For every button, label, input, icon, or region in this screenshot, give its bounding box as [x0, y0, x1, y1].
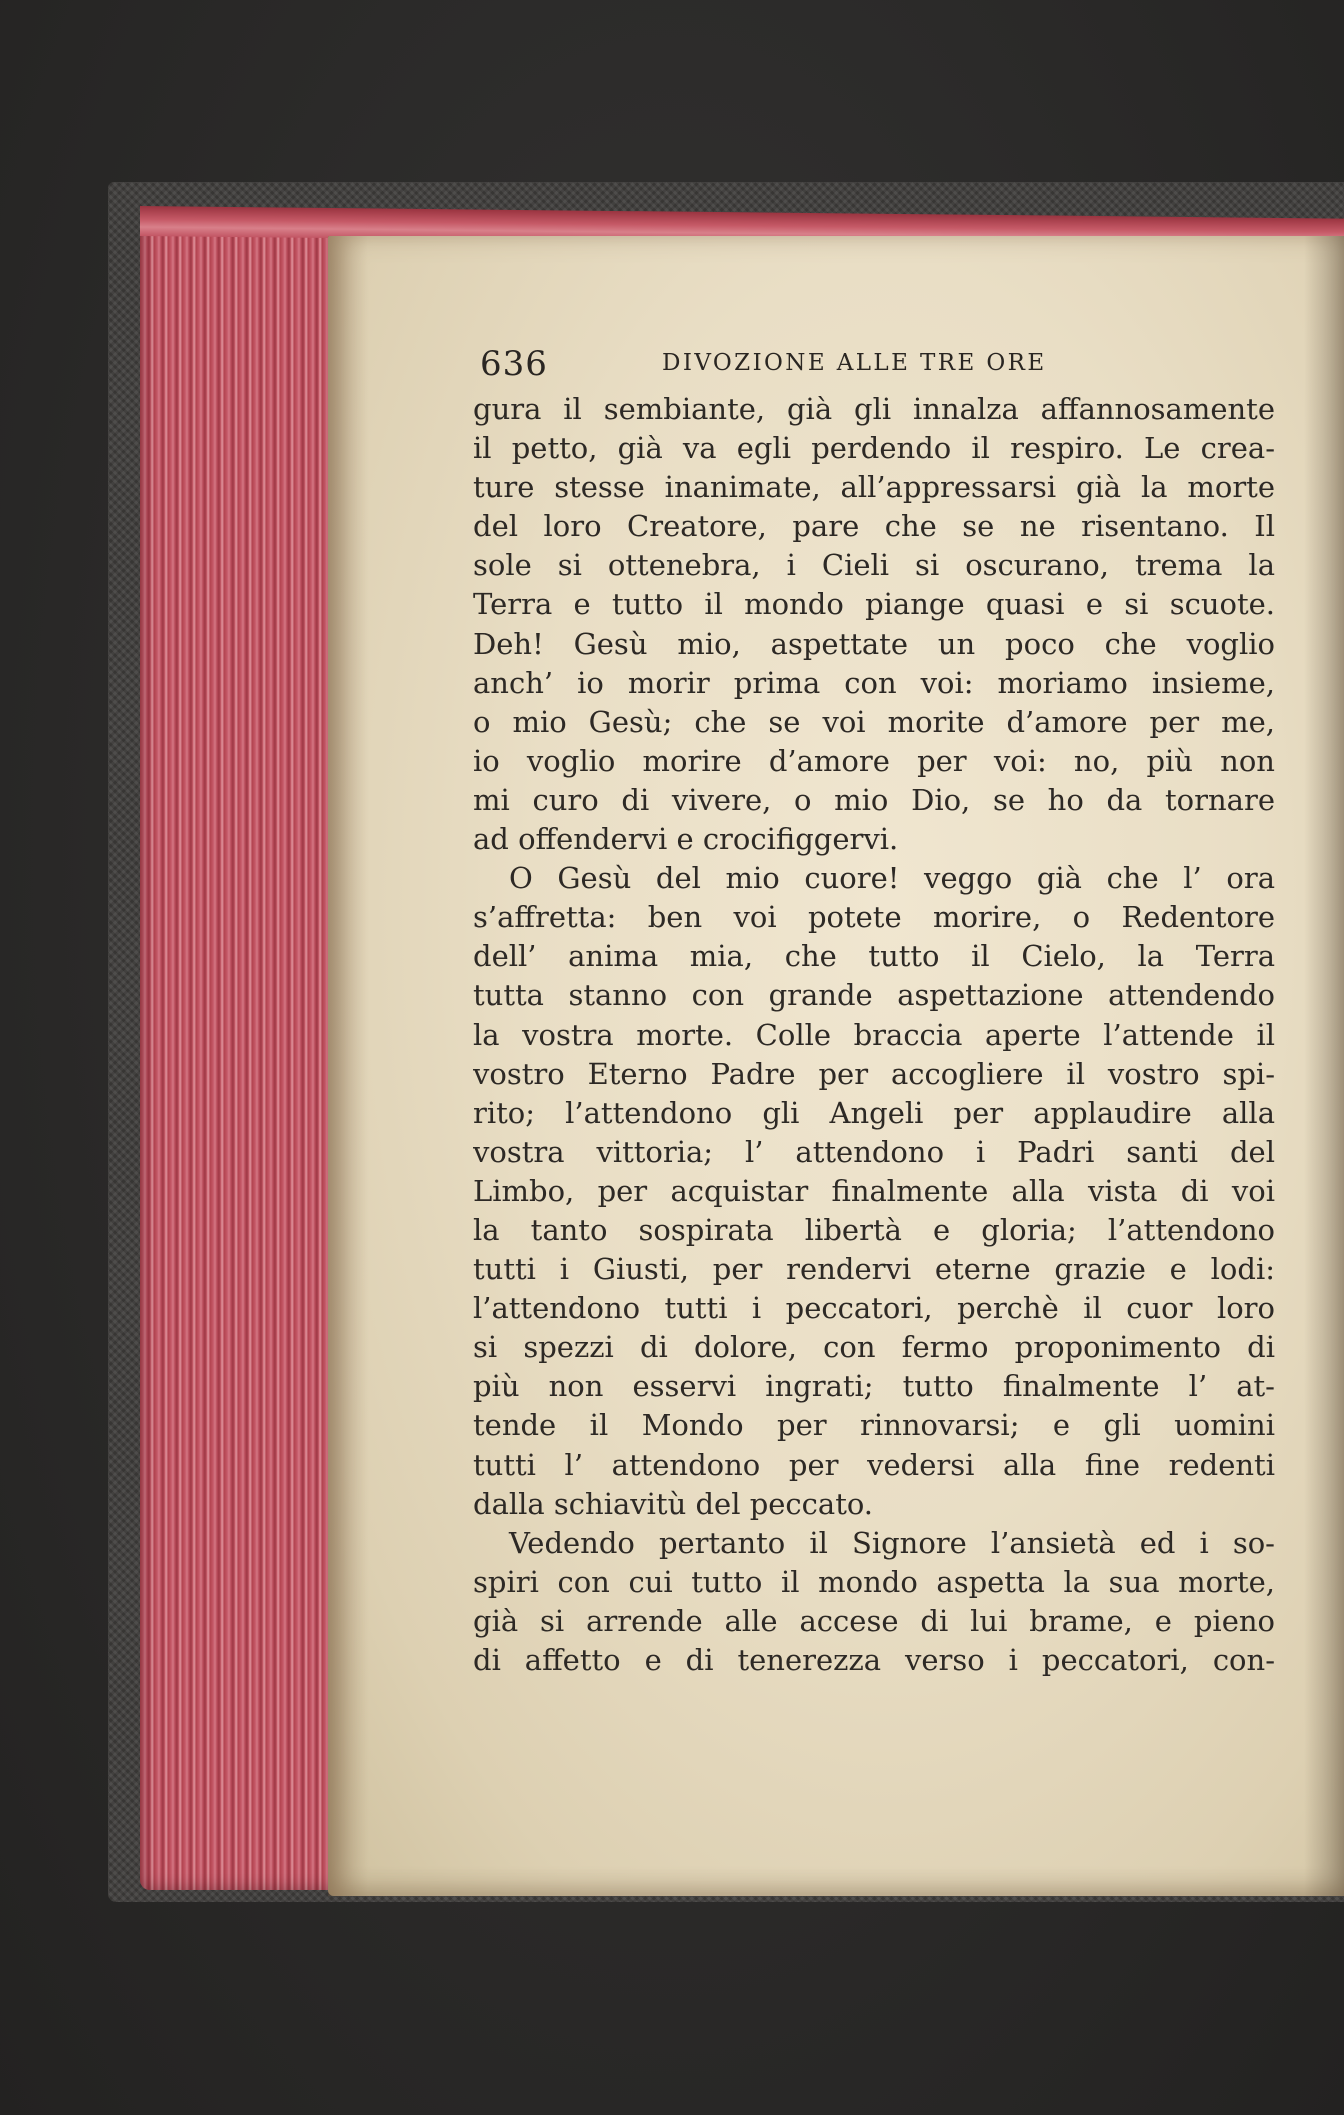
text-line: sole si ottenebra, i Cieli si oscurano, trema la: [473, 548, 1275, 583]
text-line: ad offendervi e crocifiggervi.: [473, 822, 899, 857]
text-line: l’attendono tutti i peccatori, perchè il cuor loro: [473, 1291, 1275, 1326]
text-line: tutti i Giusti, per rendervi eterne grazie e lodi:: [473, 1252, 1275, 1287]
text-line: tutti l’ attendono per vedersi alla fine redenti: [473, 1447, 1275, 1482]
text-line: io voglio morire d’amore per voi: no, più non: [473, 743, 1275, 778]
text-line: dell’ anima mia, che tutto il Cielo, la Terra: [473, 939, 1275, 974]
text-line: anch’ io morir prima con voi: moriamo insieme,: [473, 665, 1275, 700]
text-line: O Gesù del mio cuore! veggo già che l’ ora: [509, 861, 1275, 896]
text-line: spiri con cui tutto il mondo aspetta la sua morte,: [473, 1564, 1275, 1599]
text-line: rito; l’attendono gli Angeli per applaudire alla: [473, 1095, 1275, 1130]
page-edge-shadow: [1304, 236, 1344, 1896]
red-page-edges: [140, 210, 340, 1890]
text-line: Vedendo pertanto il Signore l’ansietà ed i so-: [509, 1525, 1275, 1560]
text-line: il petto, già va egli perdendo il respiro. Le crea-: [473, 431, 1275, 466]
text-line: mi curo di vivere, o mio Dio, se ho da tornare: [473, 782, 1275, 817]
text-line: vostra vittoria; l’ attendono i Padri santi del: [473, 1134, 1275, 1169]
text-line: dalla schiavitù del peccato.: [473, 1486, 874, 1521]
text-line: più non esservi ingrati; tutto finalmente l’ at-: [473, 1369, 1275, 1404]
text-line: ture stesse inanimate, all’appressarsi già la morte: [473, 470, 1275, 505]
text-line: o mio Gesù; che se voi morite d’amore per me,: [473, 704, 1275, 739]
text-line: gura il sembiante, già gli innalza affannosamente: [473, 392, 1275, 426]
page-number: 636: [480, 344, 548, 384]
text-line: del loro Creatore, pare che se ne risentano. Il: [473, 509, 1275, 544]
text-line: Limbo, per acquistar finalmente alla vista di voi: [473, 1173, 1275, 1208]
text-line: tutta stanno con grande aspettazione attendendo: [473, 978, 1275, 1013]
text-line: Terra e tutto il mondo piange quasi e si scuote.: [473, 587, 1275, 622]
book-page: [328, 236, 1344, 1896]
text-line: vostro Eterno Padre per accogliere il vostro spi-: [473, 1056, 1275, 1091]
text-line: si spezzi di dolore, con fermo proponimento di: [473, 1330, 1275, 1365]
text-line: di affetto e di tenerezza verso i peccatori, con-: [473, 1643, 1275, 1677]
text-line: la tanto sospirata libertà e gloria; l’attendono: [473, 1212, 1275, 1247]
text-line: la vostra morte. Colle braccia aperte l’attende il: [473, 1017, 1275, 1052]
gutter-shadow: [328, 236, 368, 1896]
running-head: DIVOZIONE ALLE TRE ORE: [662, 350, 1047, 376]
text-line: già si arrende alle accese di lui brame, e pieno: [473, 1603, 1275, 1638]
text-line: Deh! Gesù mio, aspettate un poco che voglio: [473, 626, 1275, 661]
body-text: [473, 390, 1275, 1680]
text-line: s’affretta: ben voi potete morire, o Redentore: [473, 900, 1275, 935]
text-line: tende il Mondo per rinnovarsi; e gli uomini: [473, 1408, 1275, 1443]
